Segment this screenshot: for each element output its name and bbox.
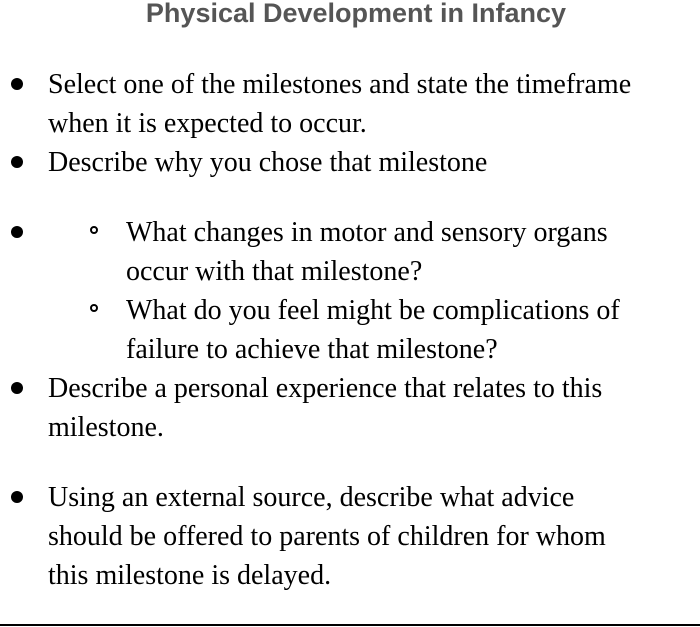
sub-list-item-text: failure to achieve that milestone? xyxy=(126,334,498,365)
list-item-text: Describe why you chose that milestone xyxy=(48,147,488,178)
bullet-icon xyxy=(11,78,23,90)
bottom-divider xyxy=(0,624,700,626)
list-item-text: Using an external source, describe what advice xyxy=(48,482,575,513)
list-item-text: Describe a personal experience that relates to this xyxy=(48,373,603,404)
circle-bullet-icon xyxy=(90,226,98,234)
list-item-text: milestone. xyxy=(48,412,164,443)
bullet-icon xyxy=(11,156,23,168)
list-item-text: this milestone is delayed. xyxy=(48,560,332,591)
list-item-text: Select one of the milestones and state the timeframe xyxy=(48,69,632,100)
bullet-icon xyxy=(11,226,23,238)
list-item-text: should be offered to parents of children for whom xyxy=(48,521,606,552)
bullet-icon xyxy=(11,491,23,503)
sub-list-item-text: What changes in motor and sensory organs xyxy=(126,217,608,248)
list-item-text: when it is expected to occur. xyxy=(48,108,367,139)
circle-bullet-icon xyxy=(90,304,98,312)
bullet-icon xyxy=(11,382,23,394)
sub-list-item-text: occur with that milestone? xyxy=(126,256,423,287)
sub-list-item-text: What do you feel might be complications of xyxy=(126,295,620,326)
page-title: Physical Development in Infancy xyxy=(145,0,567,28)
